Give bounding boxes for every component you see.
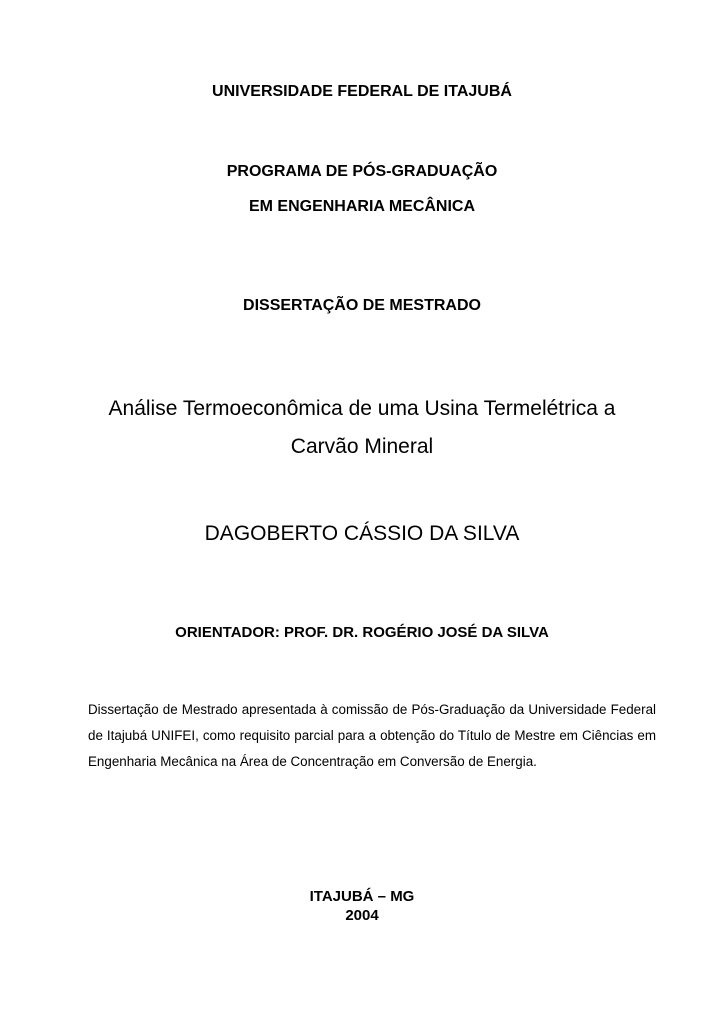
program-line-2: EM ENGENHARIA MECÂNICA	[248, 198, 476, 215]
program-line-1: PROGRAMA DE PÓS-GRADUAÇÃO	[226, 163, 498, 180]
footer-place: ITAJUBÁ – MG	[309, 888, 415, 905]
advisor: ORIENTADOR: PROF. DR. ROGÉRIO JOSÉ DA SILVA	[175, 624, 549, 641]
abstract-text: Dissertação de Mestrado apresentada à comissão de Pós-Graduação da Universidade Federal de Itajubá UNIFEI, como requisito parcial para a obtenção do Título de Mestre em Ciências em Engenharia Mecânica na Área de Concentração em Conversão de Energia.	[88, 702, 656, 769]
title-line-2: Carvão Mineral	[290, 435, 434, 458]
university-name: UNIVERSIDADE FEDERAL DE ITAJUBÁ	[212, 83, 512, 100]
footer-year: 2004	[345, 907, 379, 924]
title-line-1: Análise Termoeconômica de uma Usina Termelétrica a	[108, 397, 616, 420]
document-type: DISSERTAÇÃO DE MESTRADO	[243, 297, 481, 314]
author-name: DAGOBERTO CÁSSIO DA SILVA	[204, 522, 520, 545]
